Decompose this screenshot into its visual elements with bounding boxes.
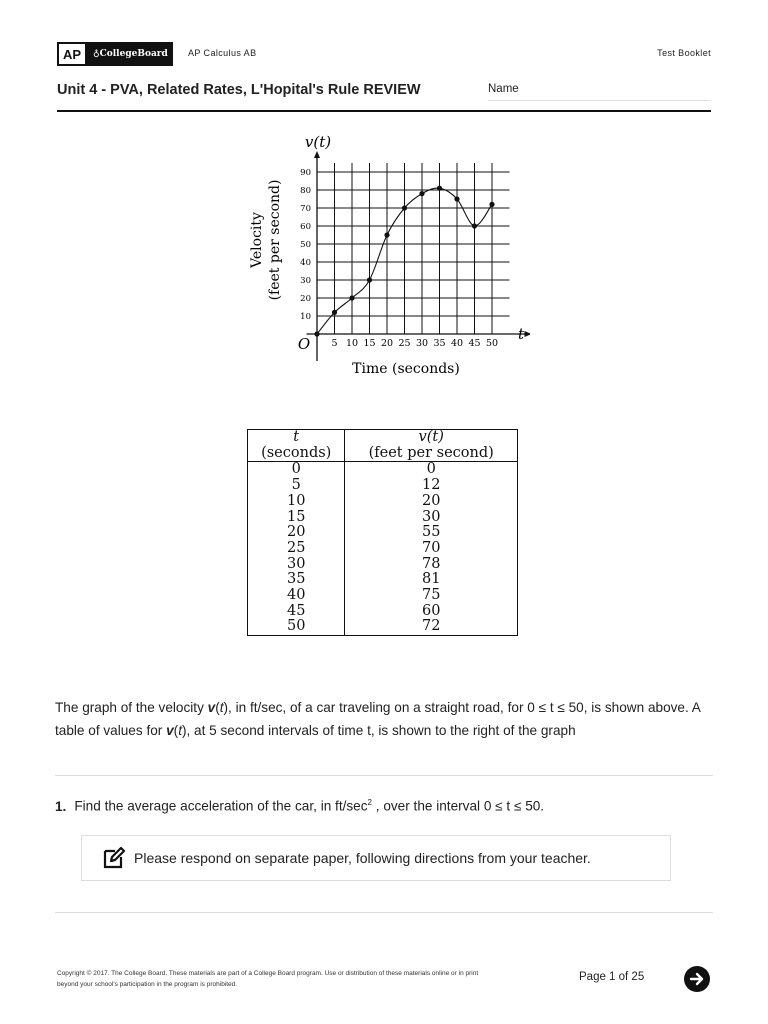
table-row [248,557,518,573]
table-row [248,572,518,588]
table-row [248,525,518,541]
table-cell-t: 30 [248,557,345,573]
table-row [248,541,518,557]
course-name: AP Calculus AB [188,48,257,58]
title-row [57,80,711,112]
data-point [454,196,459,201]
x-axis-var: t [517,325,525,343]
table-cell-t: 50 [248,619,345,635]
x-tick-label: 5 [331,338,338,349]
y-tick-label: 40 [300,258,311,268]
data-point [419,191,424,196]
name-label: Name [488,83,519,95]
x-tick-label: 40 [450,338,464,349]
copyright-notice [57,968,517,990]
copyright-line-2: beyond your school's participation in the program is prohibited. [57,981,238,988]
table-cell-t: 25 [248,541,345,557]
data-point [332,310,337,315]
y-axis-label-units: (feet per second) [267,179,283,301]
x-tick-label: 10 [345,338,359,349]
table-header-v-unit: (feet per second) [345,446,518,462]
ap-collegeboard-logo [57,42,173,66]
desc-text-4: ( [173,722,179,738]
table-cell-v: 81 [345,572,518,588]
x-tick-label: 30 [415,338,429,349]
x-tick-label: 45 [468,338,481,349]
table-cell-v: 30 [345,510,518,526]
booklet-label: Test Booklet [657,48,711,58]
name-line [488,100,711,101]
table-cell-v: 78 [345,557,518,573]
velocity-graph [230,122,530,382]
table-row [248,510,518,526]
table-cell-t: 15 [248,510,345,526]
data-point [472,223,477,228]
table-cell-v: 70 [345,541,518,557]
table-body [248,462,518,636]
x-axis-arrow [525,331,531,337]
desc-text-2: ( [215,700,220,715]
chart-axes [307,151,531,361]
table-header-t-unit: (seconds) [248,446,345,462]
table-header-t: t [248,430,345,446]
question-superscript: 2 [367,798,372,807]
table-cell-v: 20 [345,494,518,510]
question-text-a: Find the average acceleration of the car, in ft/sec [74,798,368,814]
desc-text-1: The graph of the velocity [55,700,208,715]
response-instructions-text: Please respond on separate paper, following directions from your teacher. [134,850,591,866]
copyright-line-1: Copyright © 2017. The College Board. These materials are part of a College Board program. Use or distribution of these materials online or in print [57,970,479,977]
desc-text-3: ), in ft/sec, of a car traveling on a straight road, for 0 ≤ t ≤ 50, is shown above. A table of values for [55,700,701,738]
collegeboard-wordmark [87,49,168,59]
table-row [248,588,518,604]
table-cell-v: 12 [345,478,518,494]
data-point [367,277,372,282]
table-cell-t: 45 [248,604,345,620]
table-cell-v: 55 [345,525,518,541]
page-header [57,42,711,66]
table-cell-v: 0 [345,462,518,478]
question-text-b: , over the interval 0 ≤ t ≤ 50. [372,798,545,814]
data-point [349,295,354,300]
divider [55,912,713,913]
collegeboard-label: CollegeBoard [99,49,168,59]
y-tick-label: 50 [300,240,311,250]
response-instructions-box [81,835,671,881]
chart-title: v(t) [304,133,332,151]
ap-logo-mark: AP [57,42,87,66]
table-cell-t: 5 [248,478,345,494]
y-tick-label: 10 [300,312,311,322]
y-axis-arrow [314,151,320,158]
table-row [248,604,518,620]
page-indicator: Page 1 of 25 [579,971,645,983]
data-point [489,202,494,207]
y-tick-label: 80 [300,186,311,196]
velocity-table [247,429,518,636]
table-header-v: v(t) [345,430,518,446]
question-number: 1. [55,798,67,814]
next-page-button[interactable] [684,966,710,992]
problem-description [55,697,715,742]
chart-grid [317,163,510,334]
table-cell-t: 10 [248,494,345,510]
desc-v-symbol-2: v [166,722,174,738]
table-cell-t: 40 [248,588,345,604]
arrow-right-icon [689,971,705,987]
data-point [384,232,389,237]
table-cell-v: 75 [345,588,518,604]
page-title: Unit 4 - PVA, Related Rates, L'Hopital's Rule REVIEW [57,82,421,98]
y-tick-label: 60 [300,222,311,232]
table-cell-t: 20 [248,525,345,541]
table-row [248,462,518,478]
edit-icon [102,846,126,870]
x-tick-label: 25 [398,338,411,349]
chart-tick-labels [300,168,498,349]
x-tick-label: 15 [363,338,376,349]
table-cell-t: 0 [248,462,345,478]
data-point [437,186,442,191]
x-axis-label: Time (seconds) [352,361,460,377]
table-row [248,494,518,510]
data-point [402,205,407,210]
divider [55,775,713,776]
table-row [248,619,518,635]
desc-t-symbol-2: t [178,722,182,738]
origin-label: O [297,335,311,353]
table-row [248,478,518,494]
x-tick-label: 50 [485,338,499,349]
x-tick-label: 20 [380,338,394,349]
y-tick-label: 30 [300,276,311,286]
y-tick-label: 70 [300,204,311,214]
y-tick-label: 90 [300,168,311,178]
table-cell-t: 35 [248,572,345,588]
table-cell-v: 72 [345,619,518,635]
desc-v-symbol: v [207,700,216,715]
desc-text-5: ), at 5 second intervals of time t, is shown to the right of the graph [181,722,576,738]
data-point [314,331,319,336]
desc-t-symbol: t [219,700,224,715]
y-tick-label: 20 [300,294,311,304]
table-cell-v: 60 [345,604,518,620]
x-tick-label: 35 [433,338,446,349]
acorn-icon: ♁ [93,49,100,59]
y-axis-label: Velocity [249,212,265,268]
question-1 [55,798,544,814]
